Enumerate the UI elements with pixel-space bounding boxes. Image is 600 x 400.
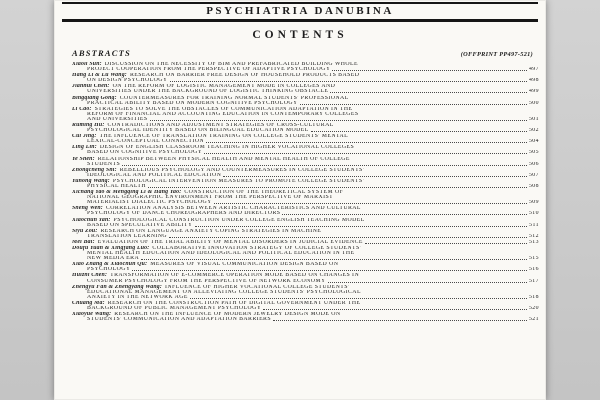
dot-leader [141,259,527,260]
toc-entry [72,262,539,272]
entry-title-text: PSYCHOLOGY [87,267,131,273]
dot-leader [332,70,526,71]
entry-page-number: 502 [528,128,539,134]
entry-authors: Ling Lin: [72,145,97,151]
entry-page-number: 497 [528,67,539,73]
entry-authors: Doufu Yuan & Xingfang Luo: [72,246,150,252]
entry-page-number: 510 [528,211,539,217]
dot-leader [328,282,527,283]
entry-authors: Sheng Wen: [72,206,103,212]
entry-title-text: BASED ON COGNITIVE PSYCHOLOGY [87,150,203,156]
toc-entry-line [72,267,539,272]
toc-entry-line [72,128,539,133]
entry-page-number: 504 [528,139,539,145]
toc-entry [72,246,539,261]
entry-title-text: STUDENTS' COMMUNICATION AND ADAPTATION BARRIERS [87,317,272,323]
toc-list [72,62,539,322]
toc-entry-line [72,139,539,144]
dot-leader [300,104,527,105]
toc-entry-line [72,234,539,239]
entry-page-number: 512 [528,233,539,239]
entry-page-number: 520 [528,305,539,311]
contents-title: CONTENTS [252,29,348,41]
toc-entry-line [72,211,539,216]
entry-title-text: COUNTERMEASURES FOR TRAINING NORMAL STUDENTS' PROFESSIONAL [119,95,349,101]
entry-title-text: PSYCHOLOGICAL CONSTRUCTION UNDER COLLEGE ENGLISH TEACHING MODEL [113,217,365,223]
entry-page-number: 506 [528,161,539,167]
journal-title: PSYCHIATRIA DANUBINA [206,5,394,17]
entry-title-text: EVALUATION OF THE TRIAL ABILITY OF MENTAL DISORDERS IN JUDICIAL EVIDENCE [97,239,363,245]
toc-entry [72,273,539,283]
toc-entry [72,179,539,189]
entry-authors: Ruming Hu: [72,122,105,128]
dot-leader [273,320,527,321]
toc-entry-line [72,101,539,106]
entry-title-text: PHYSICAL HEALTH [87,183,146,189]
entry-title-text: BACKGROUND OF PUBLIC MANAGEMENT PSYCHOLOGY [87,305,262,311]
entry-page-number: 515 [528,256,539,262]
entry-title-text: PSYCHOLOGICAL INTERVENTION MEASURES TO PROMOTE COLLEGE STUDENTS' [112,178,365,184]
entry-title-text: INFLUENCE OF HIGHER VOCATIONAL COLLEGE STUDENTS' [164,284,350,290]
entry-title-text: MATERIALIST DIALECTIC PSYCHOLOGY [87,200,212,206]
toc-entry [72,229,539,239]
entry-title-text: RELATIONSHIP BETWEEN PHYSICAL HEALTH AND MENTAL HEALTH OF COLLEGE [97,156,350,162]
entry-authors: Ye Shen: [72,156,95,162]
entry-title-text: PSYCHOLOGY OF DANCE CHOREOGRAPHERS AND DIRECTORS [87,211,281,217]
entry-title-text: COLLABORATIVE INNOVATION STRATEGY OF COLLEGE STUDENTS' [152,246,362,252]
dot-leader [282,214,527,215]
toc-entry-line [72,200,539,205]
toc-entry [72,157,539,167]
entry-authors: Zhongcheng Shi: [72,167,117,173]
dot-leader [150,120,527,121]
dot-leader [223,176,527,177]
dot-leader [365,243,527,244]
toc-entry [72,123,539,133]
entry-page-number: 498 [528,78,539,84]
toc-entry [72,206,539,216]
toc-entry [72,73,539,83]
toc-entry-line [72,78,539,83]
toc-entry [72,134,539,144]
entry-page-number: 511 [529,222,539,228]
toc-entry-line [72,117,539,122]
entry-title-text: REBELLIOUS PSYCHOLOGY AND COUNTERMEASURES IN COLLEGE STUDENTS' [119,167,365,173]
toc-entry-line [72,89,539,94]
abstracts-label: ABSTRACTS [72,48,131,58]
toc-entry-line [72,317,539,322]
entry-title-text: THE INFLUENCE OF TRANSLATION TRAINING ON COLLEGE STUDENTS' MENTAL [99,134,349,140]
entry-page-number: 521 [528,317,539,323]
dot-leader [263,309,527,310]
entry-title-text: STUDENTS [87,161,121,167]
toc-entry [72,312,539,322]
entry-page-number: 500 [528,100,539,106]
dot-leader [169,237,527,238]
toc-entry-line [72,223,539,228]
entry-title-text: LEXICAL-CONCEPTUAL CONNECTION [87,139,205,145]
entry-title-text: REFORM OF FINANCIAL AND ACCOUNTING EDUCATION IN CONTEMPORARY COLLEGES [87,111,359,117]
entry-title-text: DESIGN OF ENGLISH CLASSROOM TEACHING IN HIGHER VOCATIONAL COLLEGES [99,145,355,151]
toc-entry [72,301,539,311]
dot-leader [214,203,527,204]
dot-leader [170,81,527,82]
entry-page-number: 501 [528,116,539,122]
dot-leader [122,165,527,166]
entry-authors: Yuhong Wang: [72,178,110,184]
entry-title-text: ANXIETY IN THE NETWORK AGE [87,294,188,300]
entry-page-number: 517 [528,278,539,284]
entry-authors: Bingqiang Gong: [72,95,117,101]
toc-entry [72,218,539,228]
entry-title-text: DISCUSSION ON THE NECESSITY OF BIM AND PREFABRICATED BUILDING WHOLE [104,62,359,67]
entry-authors: Chuang Ma: [72,300,105,306]
document-page [54,0,546,400]
toc-entry-line [72,279,539,284]
entry-authors: Xiaochun Yan: [72,217,111,223]
entry-page-number: 509 [528,200,539,206]
entry-authors: Zhengyu Fan & Zhengyang Wang: [72,284,162,290]
entry-title-text: MEASURES OF VISUAL COMMUNICATION DESIGN BASED ON [150,262,339,268]
subheader-row [72,48,533,58]
entry-authors: Mei Bai: [72,239,95,245]
entry-authors: Huizhi Chen: [72,273,108,279]
toc-entry-line [72,256,539,261]
entry-authors: Cui Jing: [72,134,97,140]
toc-entry-line [72,295,539,300]
entry-title-text: TRANSLATION LEARNING [87,233,168,239]
entry-title-text: CONTRADICTIONS AND ADJUSTMENT STRATEGIES OF CROSS-CULTURAL [107,122,334,128]
entry-title-text: MENTAL HEALTH EDUCATION AND IDEOLOGICAL AND POLITICAL EDUCATION IN THE [87,251,355,257]
entry-page-number: 499 [528,89,539,95]
dot-leader [148,187,527,188]
toc-entry-line [72,306,539,311]
toc-entry [72,145,539,155]
toc-entry [72,240,539,245]
toc-entry [72,190,539,205]
entry-title-text: CONSTRUCTION OF THE THEORETICAL SYSTEM OF [184,190,344,196]
entry-title-text: RESEARCH ON BARRIER FREE DESIGN OF HOUSEHOLD PRODUCTS BASED [129,73,360,79]
entry-title-text: PSYCHOLOGICAL IDENTITY BASED ON BILINGUAL EDUCATION MODEL [87,128,309,134]
entry-title-text: NATIONAL GEOGRAPHIC ENVIRONMENT FROM THE PERSPECTIVE OF MARXIST [87,195,334,201]
dot-leader [204,153,527,154]
entry-title-text: BASED ON SPECULATIVE ABILITY [87,222,193,228]
toc-entry-line [72,67,539,72]
dot-leader [311,131,527,132]
toc-entry [72,107,539,122]
toc-entry [72,285,539,300]
entry-authors: Jianhui Chen: [72,84,110,90]
entry-title-text: IDEOLOGICAL AND POLITICAL EDUCATION [87,172,222,178]
entry-title-text: CONSUMER PSYCHOLOGY FROM THE PERSPECTIVE OF NETWORK ECONOMY [87,278,326,284]
dot-leader [132,270,526,271]
dot-leader [195,226,528,227]
entry-authors: Xiao Zhang & Xiaochun Qu: [72,262,148,268]
entry-title-text: RESEARCH ON THE INFLUENCE OF MODERN JEWELRY DESIGN MODE ON [114,312,341,318]
entry-title-text: ON THE REFORM OF LOGISTIC MANAGEMENT MODE IN COLLEGES AND [112,84,336,90]
toc-entry [72,96,539,106]
entry-title-text: UNIVERSITIES UNDER THE BACKGROUND OF LOGISTIC THINKING OBSTACLE [87,89,329,95]
entry-title-text: AND UNIVERSITIES [87,116,148,122]
entry-authors: Xiaoli Sun: [72,62,102,67]
entry-title-text: TRANSFORMATION OF E-COMMERCE OPERATION MODE BASED ON CHANGES IN [110,273,360,279]
entry-page-number: 507 [528,172,539,178]
entry-title-text: RESEARCH ON THE CONSTRUCTION PATH OF DIGITAL GOVERNMENT UNDER THE [107,300,361,306]
entry-page-number: 513 [528,239,539,245]
dot-leader [190,298,527,299]
toc-entry-line [72,162,539,167]
dot-leader [206,142,527,143]
entry-title-text: PROJECT COOPERATION FROM THE PERSPECTIVE OF ADAPTIVE PSYCHOLOGY [87,67,331,73]
offprint-label: (OFFPRINT PP497-521) [460,51,533,58]
entry-title-text: NEW MEDIA ERA [87,256,140,262]
entry-authors: Hang Li & Lu Wang: [72,73,127,79]
entry-authors: Xiaoyue Wang: [72,312,112,318]
entry-title-text: CORRELATION ANALYSIS BETWEEN ARTISTIC CHARACTERISTICS AND CULTURAL [105,206,361,212]
toc-entry-line [72,184,539,189]
entry-title-text: PRACTICAL ABILITY BASED ON MODERN COGNITIVE PSYCHOLOGY [87,100,298,106]
entry-authors: Xichang Yao & Mengqing Li & Hang Yao: [72,190,182,196]
entry-page-number: 508 [528,183,539,189]
entry-authors: Li Cao: [72,106,92,112]
entry-title-text: ON DESIGN PSYCHOLOGY [87,78,168,84]
toc-entry-line [72,240,539,245]
entry-title-text: EDUCATIONAL MANAGEMENT ON ALLEVIATING COLLEGE STUDENTS' PSYCHOLOGICAL [87,289,361,295]
journal-masthead [62,2,538,18]
entry-title-text: RESEARCH ON LANGUAGE ANXIETY COPING STRATEGIES IN MACHINE [100,228,322,234]
toc-entry [72,168,539,178]
toc-entry [72,84,539,94]
entry-page-number: 518 [528,294,539,300]
toc-entry-line [72,150,539,155]
double-rule [62,19,538,22]
entry-page-number: 505 [528,150,539,156]
toc-entry [72,62,539,72]
entry-page-number: 516 [528,267,539,273]
entry-authors: Siyu Zou: [72,228,98,234]
toc-entry-line [72,173,539,178]
dot-leader [330,92,527,93]
entry-title-text: STRATEGIES TO SOLVE THE OBSTACLES OF COMMUNICATION ADAPTATION IN THE [94,106,353,112]
